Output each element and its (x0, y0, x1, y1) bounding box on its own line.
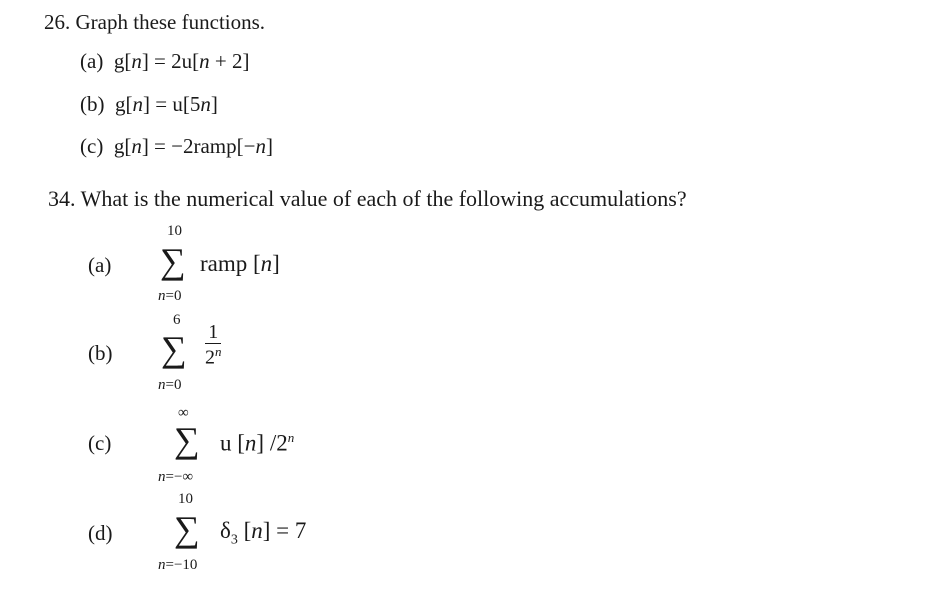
q34-item-c-sigma: ∑ (174, 420, 200, 460)
q34-item-a-label: (a) (88, 253, 112, 277)
question-26-title: 26. Graph these functions. (44, 10, 266, 34)
q34-item-b-lower-limit: n=0 (158, 377, 182, 393)
part-label: (b) (80, 92, 105, 116)
fraction-denominator: 2$^n$ (205, 344, 222, 369)
q26-part-a: (a) g[n] = 2u[n + 2] (80, 49, 250, 73)
q34-item-c-upper-limit: ∞ (178, 405, 189, 421)
q34-item-b-fraction (202, 321, 225, 370)
q34-item-a-lower-limit: n=0 (158, 288, 182, 304)
q26-part-b: (b) g[n] = u[5n] (80, 92, 218, 116)
q34-item-d-label: (d) (88, 521, 113, 545)
part-label: (c) (80, 134, 104, 158)
q34-item-b-upper-limit: 6 (173, 312, 181, 328)
q34-item-d-lower-limit: n=−10 (158, 557, 198, 573)
q34-item-b-sigma: ∑ (161, 329, 187, 369)
q26-part-c: (c) g[n] = −2ramp[−n] (80, 134, 273, 158)
q34-item-a-expression: ramp [n] (200, 251, 280, 276)
q34-item-d-expression: $\delta_3$ [n] = 7 (220, 518, 307, 548)
q34-item-d-upper-limit: 10 (178, 491, 193, 507)
q34-item-a-upper-limit: 10 (167, 223, 182, 239)
q34-item-c-lower-limit: n=−∞ (158, 469, 194, 485)
part-label: (a) (80, 49, 104, 73)
q34-item-d-sigma: ∑ (174, 509, 200, 549)
q34-item-c-label: (c) (88, 431, 112, 455)
fraction-numerator: 1 (205, 321, 221, 344)
q34-item-a-sigma: ∑ (160, 241, 186, 281)
q34-item-b-label: (b) (88, 341, 113, 365)
q34-item-c-expression: u [n] /2$^n$ (220, 430, 295, 456)
question-34-title: 34. What is the numerical value of each of the following accumulations? (48, 186, 687, 211)
